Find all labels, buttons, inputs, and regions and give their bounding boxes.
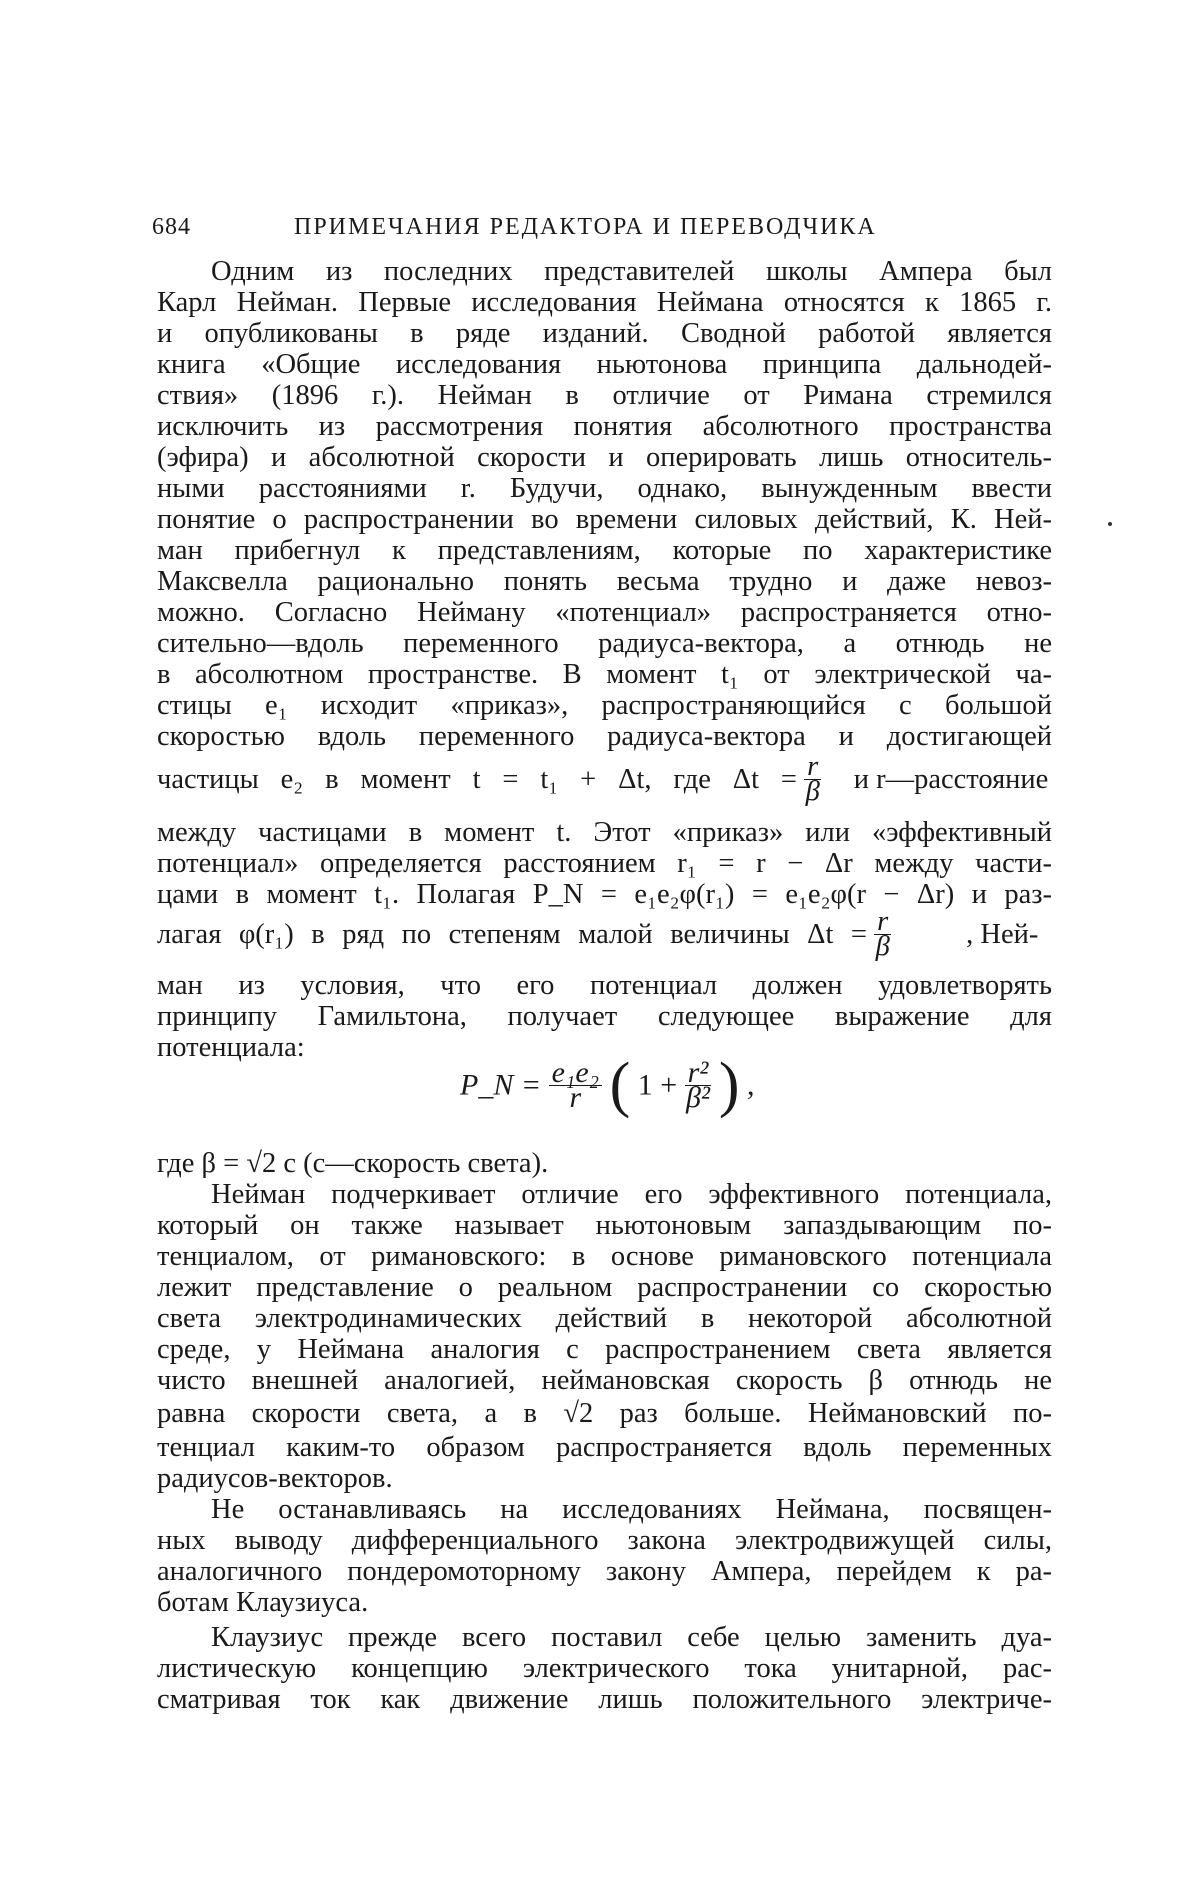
formula-paren-open: ( (609, 1051, 631, 1119)
running-title: ПРИМЕЧАНИЯ РЕДАКТОРА И ПЕРЕВОДЧИКА (294, 214, 877, 240)
text-line: чисто внешней аналогией, неймановская скорость β отнюдь не (157, 1365, 1052, 1396)
text-line: Карл Нейман. Первые исследования Неймана относятся к 1865 г. (157, 287, 1052, 318)
text-line: аналогичного пондеромоторному закону Ампера, перейдем к ра- (157, 1556, 1052, 1587)
text-line: скоростью вдоль переменного радиуса-вектора и достигающей (157, 721, 1052, 752)
paragraph-1-continued (157, 817, 1052, 910)
text-line: ствия» (1896 г.). Нейман в отличие от Римана стремился (157, 380, 1052, 411)
formula-fraction-r2-over-beta2: $\frac{\text{r²}}{\text{β²}}$ (686, 1056, 710, 1114)
text-line: можно. Согласно Нейману «потенциал» распространяется отно- (157, 597, 1052, 628)
text-line: и опубликованы в ряде изданий. Сводной работой является (157, 318, 1052, 349)
text-line: в абсолютном пространстве. В момент t₁ от электрической ча- (157, 659, 1052, 690)
paragraph-2 (157, 1179, 1052, 1494)
paragraph-3 (157, 1494, 1052, 1618)
text-line: потенциал» определяется расстоянием r₁ = r − Δr между части- (157, 848, 1052, 879)
text-line: ных выводу дифференциального закона электродвижущей силы, (157, 1525, 1052, 1556)
text-line: Не останавливаясь на исследованиях Неймана, посвящен- (211, 1494, 1052, 1525)
text-line: стицы e₁ исходит «приказ», распространяющийся с большой (157, 690, 1052, 721)
text-line: ботам Клаузиуса. (157, 1587, 369, 1618)
formula-fraction-e1e2-over-r: $\frac{\text{e₁e₂}}{r}$ (549, 1061, 603, 1110)
text-line: среде, у Неймана аналогия с распространением света является (157, 1334, 1052, 1365)
display-formula (460, 1050, 755, 1121)
text-line: тенциал каким-то образом распространяется вдоль переменных (157, 1432, 1052, 1463)
formula-paren-close: ) (718, 1051, 740, 1119)
text-line: лежит представление о реальном распространении со скоростью (157, 1272, 1052, 1303)
text-line: радиусов-векторов. (157, 1463, 393, 1494)
text-line: Нейман подчеркивает отличие его эффективного потенциала, (211, 1179, 1052, 1210)
formula-one-plus: 1 + (637, 1068, 678, 1102)
text-line: который он также называет ньютоновым запаздывающим по- (157, 1210, 1052, 1241)
text-line: сматривая ток как движение лишь положительного электриче- (157, 1684, 1052, 1715)
formula-line-b-tail: , Ней- (966, 918, 1039, 950)
text-line: ман из условия, что его потенциал должен удовлетворять (157, 970, 1052, 1001)
text-line: тенциалом, от римановского: в основе римановского потенциала (157, 1241, 1052, 1272)
where-line (157, 1148, 1052, 1179)
text-line: (эфира) и абсолютной скорости и оперировать лишь относитель- (157, 442, 1052, 473)
text-line: Клаузиус прежде всего поставил себе целью заменить дуа- (211, 1622, 1052, 1653)
formula-lhs: P_N = (460, 1068, 542, 1102)
paragraph-1 (157, 256, 1052, 752)
formula-line-b-text: лагая φ(r₁) в ряд по степеням малой величины Δt = (157, 918, 867, 950)
formula-line-a-tail: и r—расстояние (853, 763, 1049, 795)
formula-end: , (747, 1068, 755, 1102)
text-line: Максвелла рационально понять весьма трудно и даже невоз- (157, 566, 1052, 597)
text-line: исключить из рассмотрения понятия абсолютного пространства (157, 411, 1052, 442)
text-line: понятие о распространении во времени силовых действий, К. Ней- (157, 504, 1052, 535)
text-line: света электродинамических действий в некоторой абсолютной (157, 1303, 1052, 1334)
text-line: между частицами в момент t. Этот «приказ» или «эффективный (157, 817, 1052, 848)
paragraph-4 (157, 1622, 1052, 1715)
page-number: 684 (152, 214, 191, 240)
text-line: равна скорости света, а в √2 раз больше. Неймановский по- (157, 1398, 1052, 1429)
text-line: книга «Общие исследования ньютонова принципа дальнодей- (157, 349, 1052, 380)
text-line: сительно—вдоль переменного радиуса-вектора, а отнюдь не (157, 628, 1052, 659)
margin-speck (1108, 522, 1112, 526)
formula-line-a-text: частицы e₂ в момент t = t₁ + Δt, где Δt = (157, 763, 797, 795)
text-line: потенциала: (157, 1032, 305, 1063)
text-line: ными расстояниями r. Будучи, однако, вынужденным ввести (157, 473, 1052, 504)
text-line: принципу Гамильтона, получает следующее выражение для (157, 1001, 1052, 1032)
fraction-r-over-beta-2: $\frac{r}{\beta}$ (875, 906, 890, 962)
text-line: цами в момент t₁. Полагая P_N = e₁e₂φ(r₁) = e₁e₂φ(r − Δr) и раз- (157, 879, 1052, 910)
text-line: ман прибегнул к представлениям, которые по характеристике (157, 535, 1052, 566)
text-line: Одним из последних представителей школы Ампера был (211, 256, 1052, 287)
formula-line-a (157, 751, 1052, 813)
text-line: листическую концепцию электрического тока унитарной, рас- (157, 1653, 1052, 1684)
fraction-r-over-beta: $\frac{r}{\beta}$ (805, 751, 820, 807)
formula-line-b (157, 906, 1052, 968)
text-line: где β = √2 c (c—скорость света). (157, 1148, 549, 1179)
